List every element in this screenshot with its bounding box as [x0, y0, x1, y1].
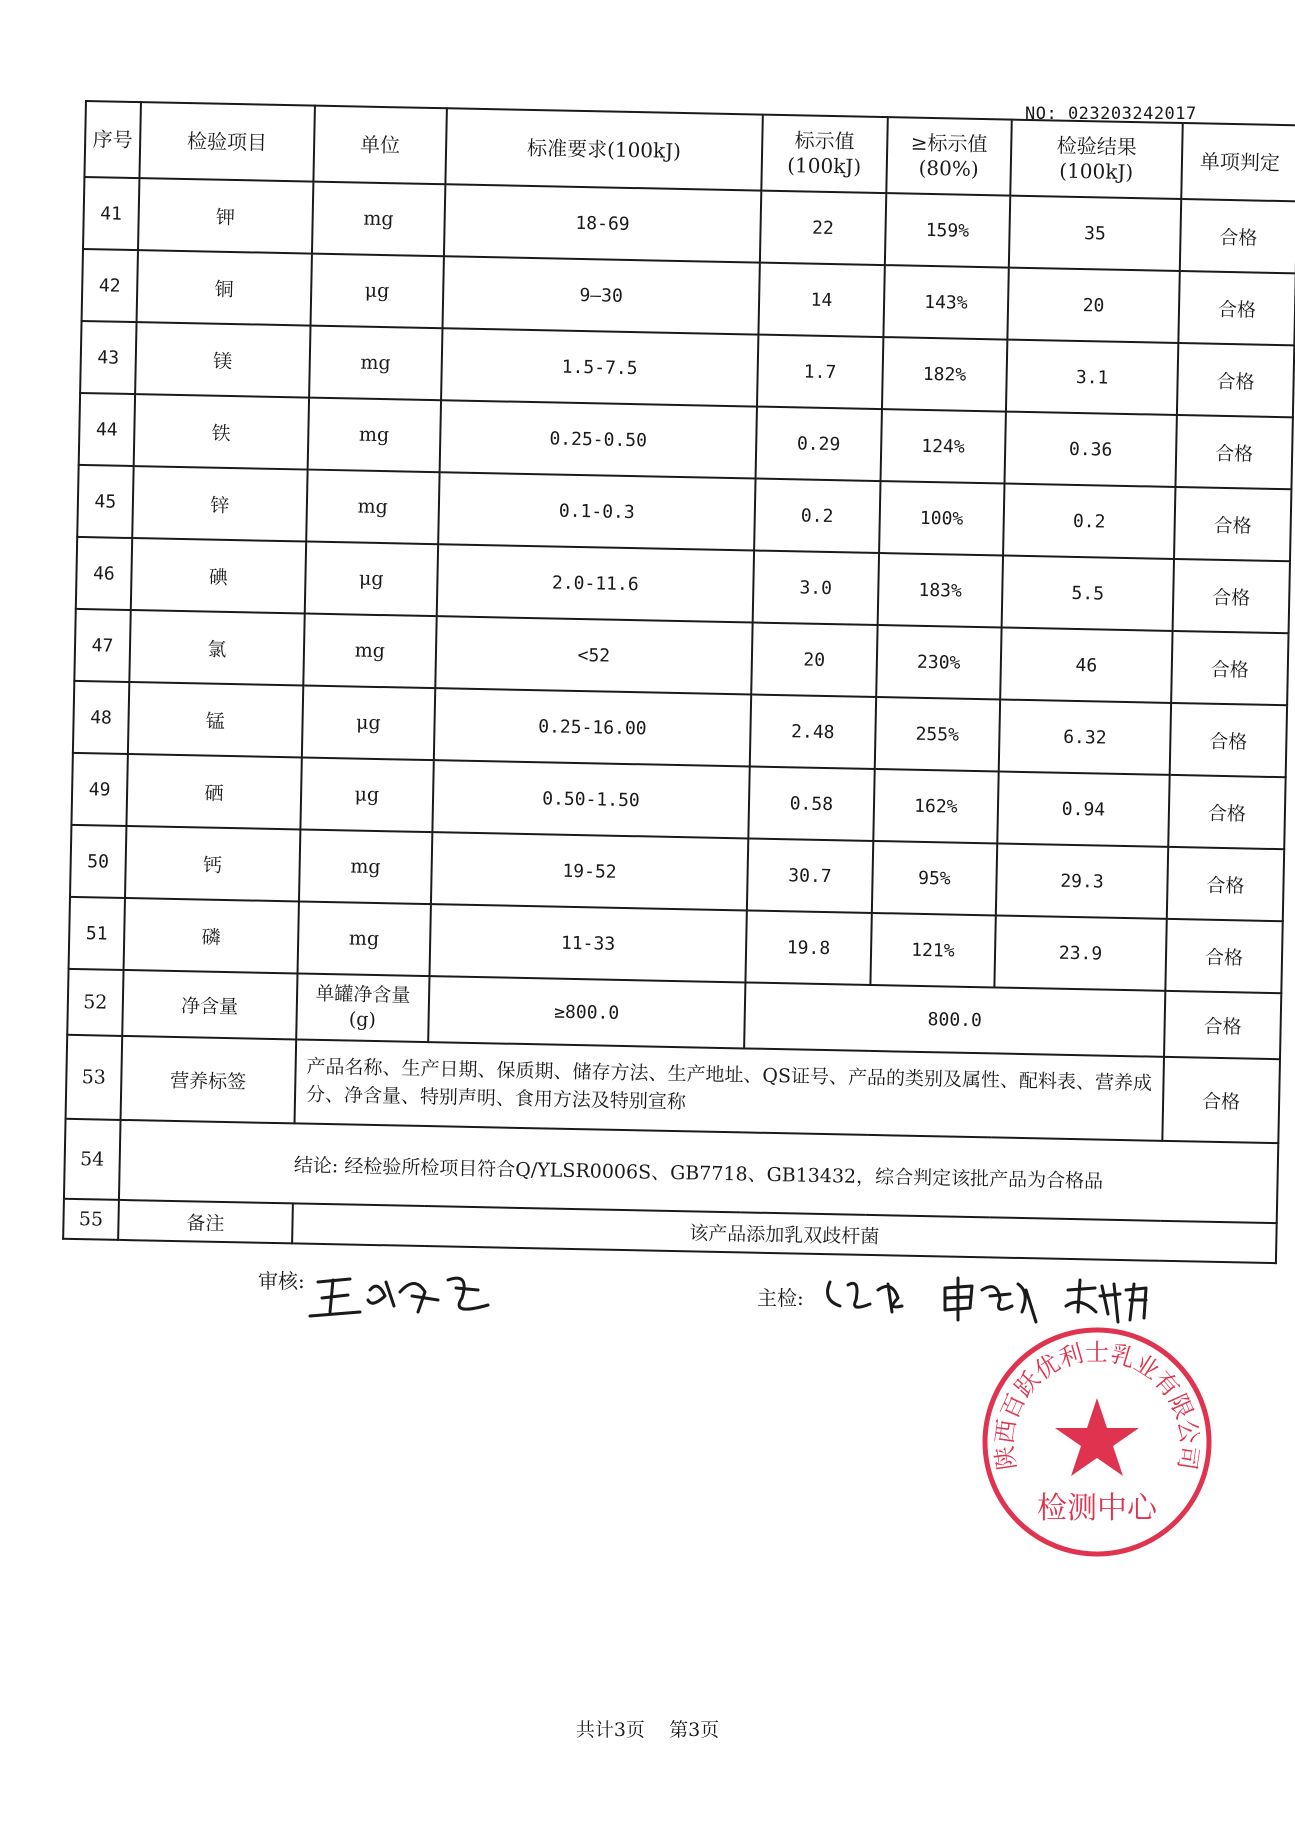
row52-result: 800.0: [744, 982, 1165, 1056]
row53-seq: 53: [66, 1035, 123, 1120]
cell-unit: μg: [300, 757, 433, 832]
cell-result: 29.3: [996, 843, 1168, 918]
cell-judgement: 合格: [1180, 199, 1295, 273]
cell-unit: mg: [312, 182, 445, 257]
row55-seq: 55: [63, 1199, 119, 1240]
cell-label-value: 0.58: [748, 766, 874, 840]
cell-result: 3.1: [1006, 340, 1178, 415]
cell-ratio: 121%: [870, 913, 996, 987]
header-judgement: 单项判定: [1181, 123, 1295, 201]
cell-item: 磷: [123, 898, 298, 973]
cell-standard: 0.1-0.3: [438, 472, 756, 550]
cell-judgement: 合格: [1167, 847, 1285, 921]
cell-seq: 42: [82, 249, 138, 322]
cell-ratio: 255%: [874, 697, 1000, 771]
header-item: 检验项目: [139, 102, 315, 181]
cell-ratio: 143%: [883, 265, 1009, 339]
cell-seq: 51: [69, 897, 125, 970]
cell-item: 锰: [128, 682, 303, 757]
seal-org-text: 陕西百跃优利士乳业有限公司: [990, 1338, 1204, 1472]
cell-item: 锌: [132, 466, 307, 541]
cell-ratio: 159%: [884, 193, 1010, 267]
cell-result: 0.94: [997, 771, 1169, 846]
cell-label-value: 3.0: [753, 551, 879, 625]
inspector-signature-2: [945, 1278, 1036, 1322]
inspector-signature-1: [828, 1282, 902, 1312]
cell-unit: mg: [308, 398, 441, 473]
cell-unit: mg: [309, 326, 442, 401]
cell-standard: 0.50-1.50: [432, 760, 750, 838]
cell-result: 0.36: [1005, 412, 1177, 487]
cell-label-value: 20: [751, 623, 877, 697]
cell-ratio: 230%: [876, 625, 1002, 699]
cell-ratio: 162%: [873, 769, 999, 843]
row52-judgement: 合格: [1164, 991, 1281, 1059]
cell-judgement: 合格: [1177, 343, 1295, 417]
cell-unit: mg: [306, 470, 439, 545]
cell-label-value: 0.29: [756, 407, 882, 481]
row52-unit: 单罐净含量 (g): [296, 973, 429, 1042]
header-seq: 序号: [84, 101, 140, 178]
cell-seq: 48: [73, 681, 129, 754]
inspector-signature-3: [1066, 1280, 1146, 1322]
cell-standard: 2.0-11.6: [436, 544, 754, 622]
row54-seq: 54: [64, 1119, 120, 1200]
cell-unit: μg: [310, 254, 443, 329]
cell-unit: μg: [305, 542, 438, 617]
cell-seq: 50: [70, 825, 126, 898]
cell-standard: <52: [435, 616, 753, 694]
cell-item: 硒: [126, 754, 301, 829]
cell-label-value: 22: [760, 191, 886, 265]
reviewer-signature: [310, 1278, 488, 1316]
cell-result: 20: [1007, 268, 1179, 343]
cell-ratio: 182%: [882, 337, 1008, 411]
seal-dept-text: 检测中心: [1037, 1491, 1157, 1526]
cell-ratio: 95%: [871, 841, 997, 915]
cell-unit: mg: [297, 901, 430, 976]
cell-result: 23.9: [994, 915, 1166, 990]
cell-label-value: 0.2: [754, 479, 880, 553]
cell-judgement: 合格: [1165, 919, 1283, 993]
row52-standard: ≥800.0: [428, 976, 746, 1048]
reviewer-label: 审核:: [258, 1269, 305, 1293]
cell-result: 46: [1000, 628, 1172, 703]
cell-item: 钾: [138, 178, 313, 253]
cell-judgement: 合格: [1178, 271, 1295, 345]
page-footer: 共计3页 第3页: [575, 1719, 720, 1741]
row53-item: 营养标签: [120, 1036, 296, 1123]
cell-label-value: 19.8: [746, 910, 872, 984]
cell-seq: 46: [76, 537, 132, 610]
cell-seq: 41: [83, 177, 139, 250]
row55-remark: 该产品添加乳双歧杆菌: [292, 1203, 1277, 1263]
cell-standard: 0.25-16.00: [434, 688, 752, 766]
row55-item: 备注: [118, 1200, 293, 1243]
cell-seq: 43: [80, 321, 136, 394]
header-unit: 单位: [313, 106, 446, 185]
row53-content: 产品名称、生产日期、保质期、储存方法、生产地址、QS证号、产品的类别及属性、配料表、营养成分、净含量、特别声明、食用方法及特别宣称: [294, 1039, 1164, 1140]
cell-seq: 45: [77, 465, 133, 538]
cell-item: 碘: [131, 538, 306, 613]
row52-seq: 52: [67, 969, 123, 1036]
cell-result: 35: [1009, 196, 1181, 271]
seal-star-icon: [1055, 1398, 1139, 1476]
cell-judgement: 合格: [1172, 559, 1290, 633]
header-result: 检验结果 (100kJ): [1010, 120, 1182, 199]
cell-judgement: 合格: [1174, 487, 1292, 561]
cell-judgement: 合格: [1168, 775, 1286, 849]
cell-label-value: 2.48: [750, 694, 876, 768]
cell-unit: mg: [299, 829, 432, 904]
cell-ratio: 100%: [879, 481, 1005, 555]
company-seal: [975, 1320, 1220, 1565]
cell-judgement: 合格: [1170, 703, 1288, 777]
cell-item: 钙: [125, 826, 300, 901]
cell-seq: 49: [71, 753, 127, 826]
cell-ratio: 183%: [877, 553, 1003, 627]
cell-ratio: 124%: [880, 409, 1006, 483]
cell-standard: 1.5-7.5: [441, 328, 759, 406]
cell-label-value: 1.7: [757, 335, 883, 409]
cell-judgement: 合格: [1175, 415, 1293, 489]
cell-result: 5.5: [1002, 556, 1174, 631]
cell-item: 镁: [135, 322, 310, 397]
cell-result: 0.2: [1003, 484, 1175, 559]
cell-standard: 9—30: [442, 256, 760, 334]
cell-item: 铜: [136, 250, 311, 325]
cell-standard: 11-33: [429, 904, 747, 982]
cell-seq: 47: [74, 609, 130, 682]
cell-judgement: 合格: [1171, 631, 1289, 705]
cell-item: 铁: [134, 394, 309, 469]
row52-item: 净含量: [122, 970, 297, 1039]
cell-standard: 18-69: [444, 184, 762, 262]
cell-unit: mg: [303, 614, 436, 689]
row54-conclusion: 结论: 经检验所检项目符合Q/YLSR0006S、GB7718、GB13432，综合判定该批产品为合格品: [119, 1120, 1279, 1223]
cell-unit: μg: [302, 685, 435, 760]
row53-judgement: 合格: [1162, 1057, 1280, 1143]
header-label-value: 标示值 (100kJ): [761, 115, 887, 193]
cell-standard: 19-52: [431, 832, 749, 910]
cell-label-value: 14: [759, 263, 885, 337]
cell-seq: 44: [79, 393, 135, 466]
cell-result: 6.32: [999, 699, 1171, 774]
report-number: NO: 023203242017: [1025, 104, 1197, 124]
header-standard: 标准要求(100kJ): [445, 108, 763, 190]
inspector-label: 主检:: [757, 1286, 804, 1310]
cell-standard: 0.25-0.50: [439, 400, 757, 478]
cell-item: 氯: [129, 610, 304, 685]
header-ratio: ≥标示值 (80%): [886, 117, 1012, 195]
cell-label-value: 30.7: [747, 838, 873, 912]
